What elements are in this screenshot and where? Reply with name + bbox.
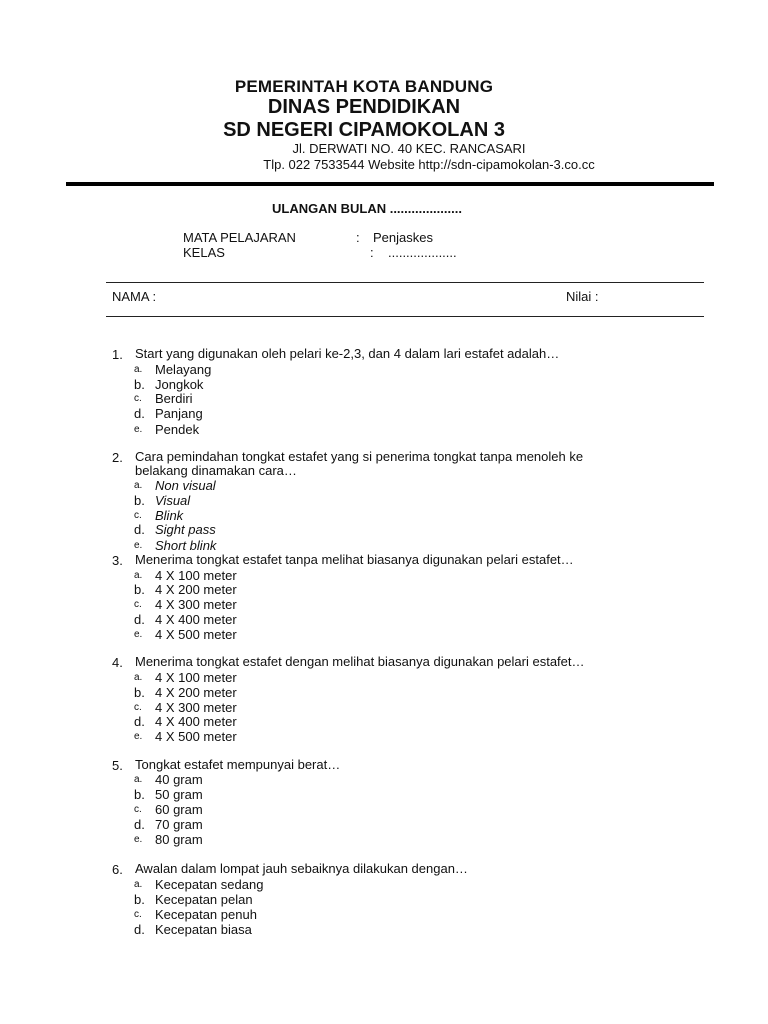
question-text: Menerima tongkat estafet tanpa melihat biasanya digunakan pelari estafet… <box>135 552 574 567</box>
option-letter: c. <box>134 599 142 610</box>
option-letter: d. <box>134 612 145 627</box>
option-letter: d. <box>134 406 145 421</box>
option-text: 4 X 500 meter <box>155 627 237 642</box>
letterhead-school: SD NEGERI CIPAMOKOLAN 3 <box>223 119 505 141</box>
option-text: Panjang <box>155 406 203 421</box>
option-text: 80 gram <box>155 832 203 847</box>
option-text: Blink <box>155 508 184 523</box>
option-text: Melayang <box>155 362 212 377</box>
option-text: Short blink <box>155 538 217 553</box>
option-text: Visual <box>155 493 191 508</box>
option-letter: e. <box>134 629 143 640</box>
option-text: Pendek <box>155 422 200 437</box>
option-text: 60 gram <box>155 802 203 817</box>
letterhead-contact: Tlp. 022 7533544 Website http://sdn-cipamokolan-3.co.cc <box>263 157 595 172</box>
option-letter: e. <box>134 731 143 742</box>
question-text: Awalan dalam lompat jauh sebaiknya dilakukan dengan… <box>135 861 468 876</box>
option-text: 4 X 200 meter <box>155 685 237 700</box>
class-separator: : <box>370 245 374 260</box>
option-letter: a. <box>134 672 143 683</box>
option-letter: d. <box>134 714 145 729</box>
subject-label: MATA PELAJARAN <box>183 230 296 245</box>
exam-title: ULANGAN BULAN .................... <box>272 201 462 216</box>
option-text: Non visual <box>155 478 216 493</box>
question-text: Start yang digunakan oleh pelari ke-2,3, dan 4 dalam lari estafet adalah… <box>135 346 560 361</box>
option-letter: b. <box>134 892 145 907</box>
option-text: 4 X 400 meter <box>155 714 237 729</box>
option-text: Kecepatan penuh <box>155 907 257 922</box>
question-number: 3. <box>112 553 123 568</box>
option-text: 4 X 300 meter <box>155 700 237 715</box>
option-letter: b. <box>134 377 145 392</box>
option-text: 70 gram <box>155 817 203 832</box>
question-number: 4. <box>112 655 123 670</box>
class-value: ................... <box>388 245 457 260</box>
letterhead-department: DINAS PENDIDIKAN <box>267 96 461 118</box>
question-text: Tongkat estafet mempunyai berat… <box>135 757 341 772</box>
option-text: Kecepatan sedang <box>155 877 264 892</box>
option-letter: c. <box>134 393 142 404</box>
question-number: 2. <box>112 450 123 465</box>
option-text: Kecepatan biasa <box>155 922 252 937</box>
student-info-bottom-rule <box>106 316 704 317</box>
question-number: 6. <box>112 862 123 877</box>
question-number: 1. <box>112 347 123 362</box>
option-letter: a. <box>134 774 143 785</box>
question-text: Menerima tongkat estafet dengan melihat biasanya digunakan pelari estafet… <box>135 654 585 669</box>
option-text: 50 gram <box>155 787 203 802</box>
option-text: 4 X 100 meter <box>155 568 237 583</box>
option-letter: a. <box>134 480 143 491</box>
option-letter: c. <box>134 702 142 713</box>
option-letter: e. <box>134 424 143 435</box>
letterhead-divider <box>66 182 714 186</box>
letterhead-government: PEMERINTAH KOTA BANDUNG <box>234 77 494 96</box>
subject-separator: : <box>356 230 360 245</box>
option-text: 4 X 200 meter <box>155 582 237 597</box>
student-info-top-rule <box>106 282 704 283</box>
option-text: 4 X 300 meter <box>155 597 237 612</box>
option-letter: a. <box>134 879 143 890</box>
option-letter: a. <box>134 364 143 375</box>
option-letter: d. <box>134 817 145 832</box>
option-text: 4 X 400 meter <box>155 612 237 627</box>
option-letter: d. <box>134 922 145 937</box>
option-letter: c. <box>134 510 142 521</box>
option-letter: e. <box>134 834 143 845</box>
option-letter: b. <box>134 493 145 508</box>
score-label: Nilai : <box>566 289 599 304</box>
name-label: NAMA : <box>112 289 157 304</box>
option-text: 4 X 500 meter <box>155 729 237 744</box>
option-text: Kecepatan pelan <box>155 892 253 907</box>
class-label: KELAS <box>183 245 225 260</box>
option-text: 40 gram <box>155 772 203 787</box>
subject-value: Penjaskes <box>373 230 433 245</box>
question-number: 5. <box>112 758 123 773</box>
option-text: Sight pass <box>155 522 216 537</box>
option-letter: b. <box>134 787 145 802</box>
option-text: 4 X 100 meter <box>155 670 237 685</box>
option-letter: d. <box>134 522 145 537</box>
option-text: Jongkok <box>155 377 204 392</box>
option-letter: b. <box>134 582 145 597</box>
option-letter: e. <box>134 540 143 551</box>
question-text: Cara pemindahan tongkat estafet yang si penerima tongkat tanpa menoleh ke belakang dinamakan cara… <box>135 449 584 478</box>
option-letter: b. <box>134 685 145 700</box>
option-letter: a. <box>134 570 143 581</box>
option-letter: c. <box>134 804 142 815</box>
option-letter: c. <box>134 909 142 920</box>
letterhead-address: Jl. DERWATI NO. 40 KEC. RANCASARI <box>292 141 526 156</box>
option-text: Berdiri <box>155 391 193 406</box>
